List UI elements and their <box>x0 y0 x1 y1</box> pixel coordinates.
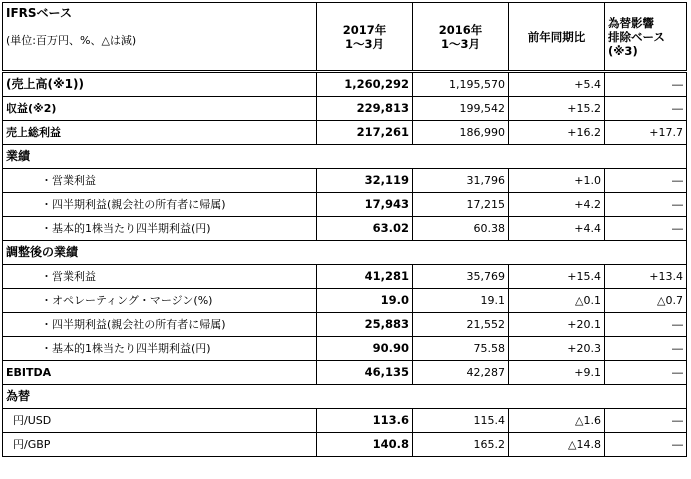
table-row <box>3 361 687 385</box>
row-label: ・基本的1株当たり四半期利益(円) <box>3 217 317 241</box>
row-label: ・オペレーティング・マージン(%) <box>3 289 317 313</box>
table-title: IFRSベース <box>6 6 72 20</box>
value-2017: 140.8 <box>317 433 413 457</box>
row-label: EBITDA <box>3 361 317 385</box>
row-label: ・営業利益 <box>3 265 317 289</box>
header-2017: 2017年 1～3月 <box>317 3 413 72</box>
section-label: 調整後の業績 <box>3 241 687 265</box>
table-row <box>3 97 687 121</box>
value-fx-adjusted: ― <box>605 193 687 217</box>
value-2017: 90.90 <box>317 337 413 361</box>
row-label: ・営業利益 <box>3 169 317 193</box>
header-label-cell <box>3 3 317 72</box>
header-2016: 2016年 1～3月 <box>413 3 509 72</box>
value-fx-adjusted: ― <box>605 97 687 121</box>
value-fx-adjusted: +17.7 <box>605 121 687 145</box>
value-2016: 165.2 <box>413 433 509 457</box>
value-2016: 35,769 <box>413 265 509 289</box>
table-row <box>3 289 687 313</box>
value-2017: 1,260,292 <box>317 72 413 97</box>
value-2017: 41,281 <box>317 265 413 289</box>
value-fx-adjusted: ― <box>605 313 687 337</box>
unit-note: (単位:百万円、%、△は減) <box>6 34 137 47</box>
value-fx-adjusted: △0.7 <box>605 289 687 313</box>
value-fx-adjusted: ― <box>605 217 687 241</box>
table-row <box>3 433 687 457</box>
value-yoy: △0.1 <box>509 289 605 313</box>
value-yoy: +20.3 <box>509 337 605 361</box>
value-fx-adjusted: +13.4 <box>605 265 687 289</box>
financial-summary-table <box>2 2 687 457</box>
value-2016: 199,542 <box>413 97 509 121</box>
value-fx-adjusted: ― <box>605 337 687 361</box>
value-fx-adjusted: ― <box>605 409 687 433</box>
value-fx-adjusted: ― <box>605 169 687 193</box>
table-row <box>3 169 687 193</box>
value-yoy: +15.4 <box>509 265 605 289</box>
table-row <box>3 72 687 97</box>
value-2016: 60.38 <box>413 217 509 241</box>
value-2016: 115.4 <box>413 409 509 433</box>
row-label: ・四半期利益(親会社の所有者に帰属) <box>3 193 317 217</box>
value-yoy: +4.4 <box>509 217 605 241</box>
value-fx-adjusted: ― <box>605 72 687 97</box>
section-label: 業績 <box>3 145 687 169</box>
value-2017: 17,943 <box>317 193 413 217</box>
value-2016: 21,552 <box>413 313 509 337</box>
value-yoy: +9.1 <box>509 361 605 385</box>
value-2016: 19.1 <box>413 289 509 313</box>
row-label: ・四半期利益(親会社の所有者に帰属) <box>3 313 317 337</box>
value-yoy: △14.8 <box>509 433 605 457</box>
table-body <box>3 72 687 457</box>
row-label: 収益(※2) <box>3 97 317 121</box>
table-row <box>3 193 687 217</box>
value-2017: 63.02 <box>317 217 413 241</box>
value-2016: 31,796 <box>413 169 509 193</box>
header-yoy: 前年同期比 <box>509 3 605 72</box>
table-row <box>3 313 687 337</box>
value-2017: 229,813 <box>317 97 413 121</box>
value-2017: 19.0 <box>317 289 413 313</box>
value-yoy: △1.6 <box>509 409 605 433</box>
section-row <box>3 241 687 265</box>
value-yoy: +1.0 <box>509 169 605 193</box>
value-yoy: +4.2 <box>509 193 605 217</box>
value-2017: 217,261 <box>317 121 413 145</box>
value-2016: 42,287 <box>413 361 509 385</box>
table-row <box>3 265 687 289</box>
row-label: (売上高(※1)) <box>3 72 317 97</box>
value-yoy: +20.1 <box>509 313 605 337</box>
value-2016: 75.58 <box>413 337 509 361</box>
row-label: 円/GBP <box>3 433 317 457</box>
value-2017: 46,135 <box>317 361 413 385</box>
value-2017: 32,119 <box>317 169 413 193</box>
value-yoy: +15.2 <box>509 97 605 121</box>
row-label: ・基本的1株当たり四半期利益(円) <box>3 337 317 361</box>
table-row <box>3 409 687 433</box>
value-2017: 113.6 <box>317 409 413 433</box>
value-fx-adjusted: ― <box>605 433 687 457</box>
value-2016: 186,990 <box>413 121 509 145</box>
row-label: 円/USD <box>3 409 317 433</box>
row-label: 売上総利益 <box>3 121 317 145</box>
value-yoy: +5.4 <box>509 72 605 97</box>
value-2016: 17,215 <box>413 193 509 217</box>
header-fx-adjusted: 為替影響 排除ベース (※3) <box>605 3 687 72</box>
section-label: 為替 <box>3 385 687 409</box>
table-row <box>3 121 687 145</box>
table-row <box>3 217 687 241</box>
value-yoy: +16.2 <box>509 121 605 145</box>
section-row <box>3 385 687 409</box>
value-fx-adjusted: ― <box>605 361 687 385</box>
table-row <box>3 337 687 361</box>
header-row <box>3 3 687 72</box>
section-row <box>3 145 687 169</box>
value-2016: 1,195,570 <box>413 72 509 97</box>
value-2017: 25,883 <box>317 313 413 337</box>
